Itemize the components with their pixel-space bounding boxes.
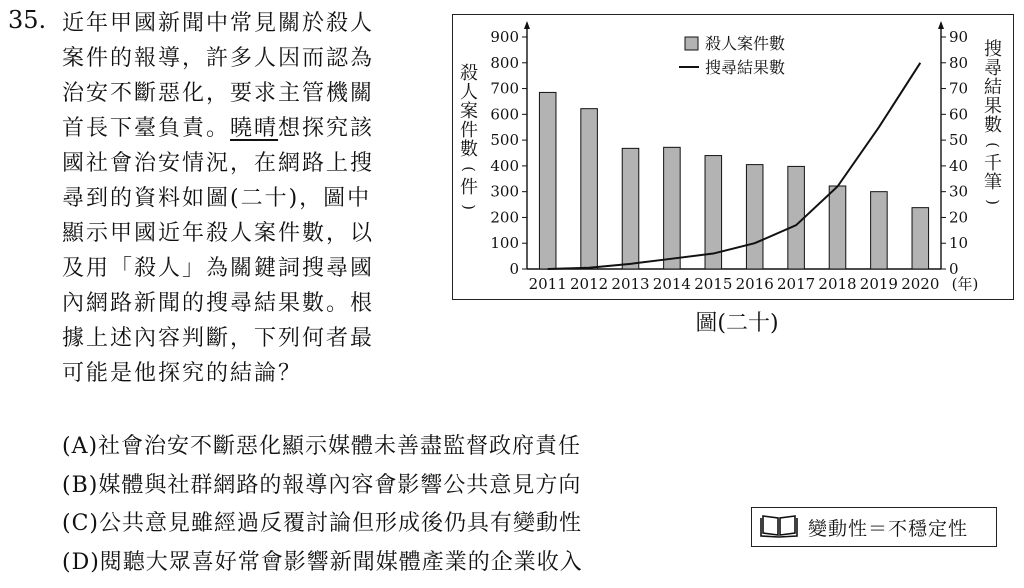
- bar: [539, 92, 556, 269]
- stem-line: 可能是他探究的結論？: [62, 361, 303, 386]
- stem-line: 治安不斷惡化，要求主管機關: [62, 81, 375, 106]
- left-axis-title-char: ): [460, 204, 478, 210]
- left-axis-title-char: 數: [460, 139, 478, 160]
- option-c[interactable]: (C)公共意見雖經過反覆討論但形成後仍具有變動性: [62, 511, 583, 536]
- bar: [829, 186, 846, 269]
- left-axis-title-char: (: [460, 166, 478, 172]
- right-axis-title-char: ): [984, 199, 1002, 205]
- right-tick-label: 30: [949, 182, 969, 201]
- stem-line: 近年甲國新聞中常見關於殺人: [62, 11, 375, 36]
- bar: [746, 165, 763, 269]
- x-unit-label: (年): [951, 275, 979, 293]
- left-tick-label: 200: [490, 208, 519, 227]
- left-tick-label: 900: [490, 28, 519, 46]
- right-tick-label: 20: [949, 208, 969, 227]
- search-results-line: [548, 63, 921, 269]
- option-b[interactable]: (B)媒體與社群網路的報導內容會影響公共意見方向: [62, 472, 582, 498]
- right-tick-label: 70: [949, 79, 969, 98]
- right-axis-title-char: (: [984, 142, 1002, 148]
- bar: [664, 147, 681, 269]
- vocabulary-note: [751, 507, 997, 547]
- stem-line: [62, 111, 442, 146]
- x-tick-label: 2020: [901, 275, 940, 293]
- right-tick-label: 60: [949, 105, 969, 124]
- dual-axis-chart: [453, 15, 1013, 299]
- left-tick-label: 600: [490, 105, 519, 124]
- stem-line-4-tail: 想探究該: [278, 116, 375, 141]
- left-axis-title-char: 殺: [460, 63, 478, 84]
- stem-line: 內網路新聞的搜尋結果數。根: [62, 291, 375, 316]
- right-axis-title-char: 千: [984, 153, 1002, 174]
- left-axis-arrow-icon: [524, 21, 530, 29]
- x-tick-label: 2014: [652, 275, 691, 293]
- left-axis-title-char: 件: [460, 120, 478, 141]
- book-icon: [760, 512, 798, 543]
- answer-options: [62, 428, 583, 582]
- bar: [912, 208, 929, 269]
- x-tick-label: 2012: [570, 275, 609, 293]
- left-tick-label: 700: [490, 79, 519, 98]
- legend-line-label: 搜尋結果數: [705, 58, 786, 77]
- option-a[interactable]: (A)社會治安不斷惡化顯示媒體未善盡監督政府責任: [62, 434, 582, 459]
- x-tick-label: 2018: [818, 275, 857, 293]
- right-tick-label: 0: [949, 260, 959, 278]
- stem-line-4-head: 首長下臺負責。: [62, 116, 231, 141]
- stem-line: 顯示甲國近年殺人案件數，以: [62, 221, 375, 246]
- stem-line: 案件的報導，許多人因而認為: [62, 46, 375, 71]
- left-tick-label: 0: [509, 260, 519, 278]
- right-tick-label: 40: [949, 156, 969, 175]
- right-axis-arrow-icon: [938, 21, 944, 29]
- stem-line: 及用「殺人」為關鍵詞搜尋國: [62, 256, 375, 281]
- x-tick-label: 2013: [611, 275, 650, 293]
- right-tick-label: 90: [949, 28, 969, 46]
- right-tick-label: 80: [949, 53, 969, 72]
- bar: [788, 166, 805, 269]
- chart-frame: [452, 14, 1014, 300]
- right-tick-label: 50: [949, 131, 969, 150]
- x-tick-label: 2016: [735, 275, 774, 293]
- left-tick-label: 400: [490, 156, 519, 175]
- left-tick-label: 500: [490, 131, 519, 150]
- legend-bar-label: 殺人案件數: [705, 34, 786, 53]
- x-tick-label: 2015: [694, 275, 733, 293]
- stem-line: 尋到的資料如圖(二十)，圖中: [62, 186, 372, 211]
- left-tick-label: 300: [490, 182, 519, 201]
- question-stem: [62, 6, 442, 391]
- note-text: 變動性＝不穩定性: [808, 517, 969, 540]
- right-axis-title-char: 筆: [984, 172, 1002, 193]
- option-d[interactable]: (D)閱聽大眾喜好常會影響新聞媒體產業的企業收入: [62, 549, 583, 575]
- left-axis-title-char: 案: [460, 101, 478, 122]
- left-tick-label: 800: [490, 53, 519, 72]
- right-axis-title-char: 搜: [984, 39, 1002, 60]
- bar: [581, 109, 598, 269]
- right-axis-title-char: 結: [984, 77, 1002, 98]
- x-tick-label: 2011: [528, 275, 567, 293]
- right-axis-title-char: 果: [984, 96, 1002, 117]
- left-axis-title-char: 件: [460, 177, 478, 198]
- stem-line: 據上述內容判斷，下列何者最: [62, 326, 375, 351]
- right-axis-title-char: 數: [984, 115, 1002, 136]
- legend-bar-swatch: [685, 37, 698, 50]
- student-name: 曉晴: [230, 116, 279, 141]
- right-axis-title-char: 尋: [984, 58, 1002, 79]
- left-axis-title-char: 人: [460, 82, 478, 103]
- stem-line: 國社會治安情況，在網路上搜: [62, 151, 375, 176]
- right-tick-label: 10: [949, 234, 969, 253]
- figure-caption: 圖(二十): [695, 311, 779, 336]
- x-tick-label: 2019: [859, 275, 898, 293]
- bar: [871, 192, 888, 269]
- question-number: 35.: [8, 6, 47, 34]
- x-tick-label: 2017: [777, 275, 816, 293]
- bar: [622, 148, 639, 269]
- left-tick-label: 100: [490, 234, 519, 253]
